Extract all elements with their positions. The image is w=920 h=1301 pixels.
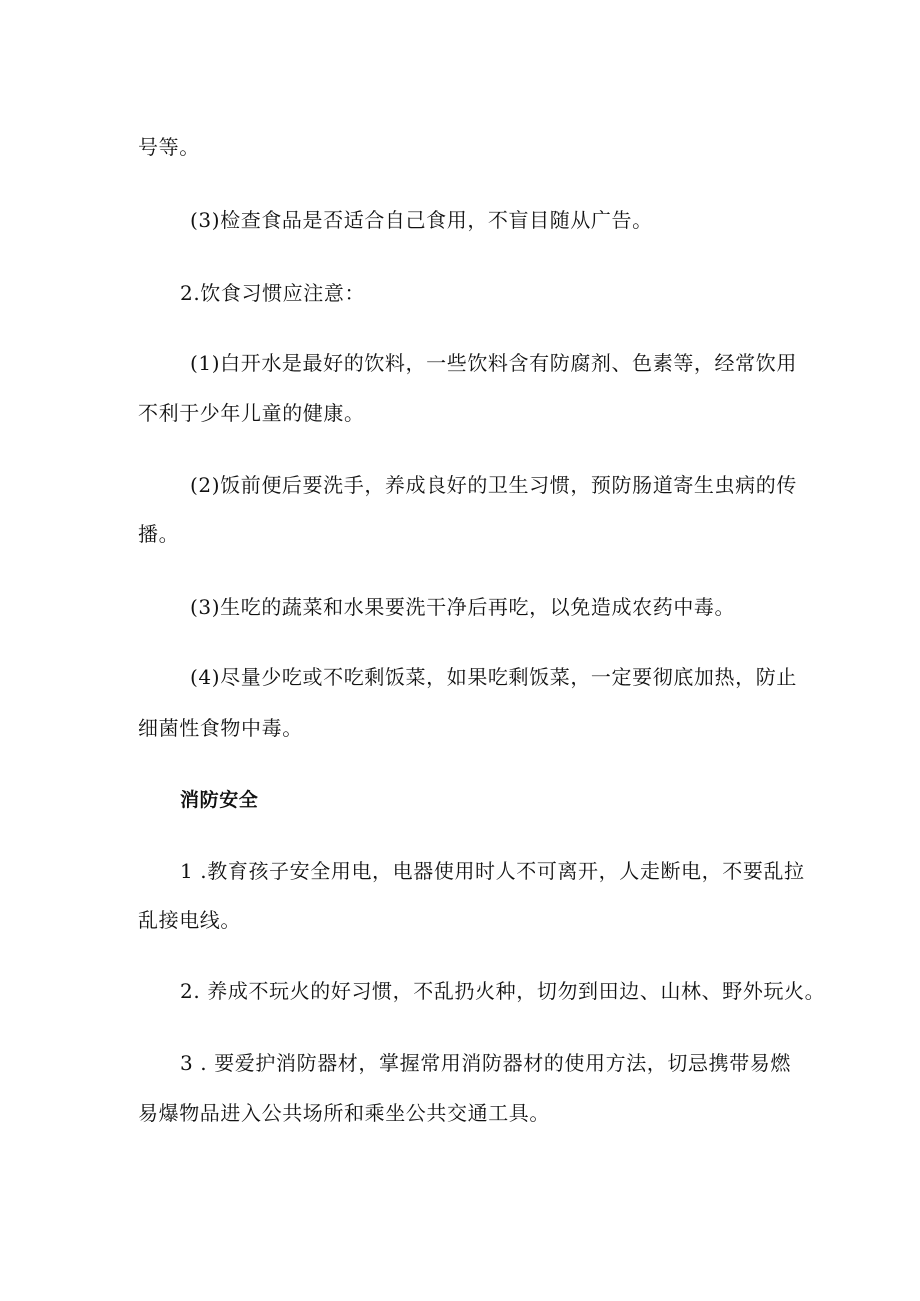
- list-heading: 2.饮食习惯应注意：: [180, 281, 366, 305]
- paragraph-line: (2)饭前便后要洗手，养成良好的卫生习惯，预防肠道寄生虫病的传: [190, 473, 797, 497]
- section-heading: 消防安全: [180, 789, 259, 811]
- paragraph-line: 播。: [138, 522, 180, 546]
- paragraph-line: 易爆物品进入公共场所和乘坐公共交通工具。: [138, 1101, 550, 1125]
- paragraph-line: (1)白开水是最好的饮料，一些饮料含有防腐剂、色素等，经常饮用: [190, 351, 797, 375]
- paragraph-line: (3)生吃的蔬菜和水果要洗干净后再吃，以免造成农药中毒。: [190, 595, 736, 619]
- paragraph-line: 3 . 要爱护消防器材，掌握常用消防器材的使用方法，切忌携带易燃: [180, 1051, 791, 1075]
- paragraph-line: 不利于少年儿童的健康。: [138, 401, 365, 425]
- paragraph-line: (3)检查食品是否适合自己食用，不盲目随从广告。: [190, 208, 653, 232]
- paragraph-line: 细菌性食物中毒。: [138, 716, 303, 740]
- paragraph-line: 乱接电线。: [138, 908, 241, 932]
- paragraph-line: (4)尽量少吃或不吃剩饭菜，如果吃剩饭菜，一定要彻底加热，防止: [190, 665, 797, 689]
- paragraph-line: 1 .教育孩子安全用电，电器使用时人不可离开，人走断电，不要乱拉: [180, 859, 805, 883]
- paragraph-line: 号等。: [138, 135, 200, 159]
- paragraph-line: 2. 养成不玩火的好习惯，不乱扔火种，切勿到田边、山林、野外玩火。: [180, 979, 826, 1003]
